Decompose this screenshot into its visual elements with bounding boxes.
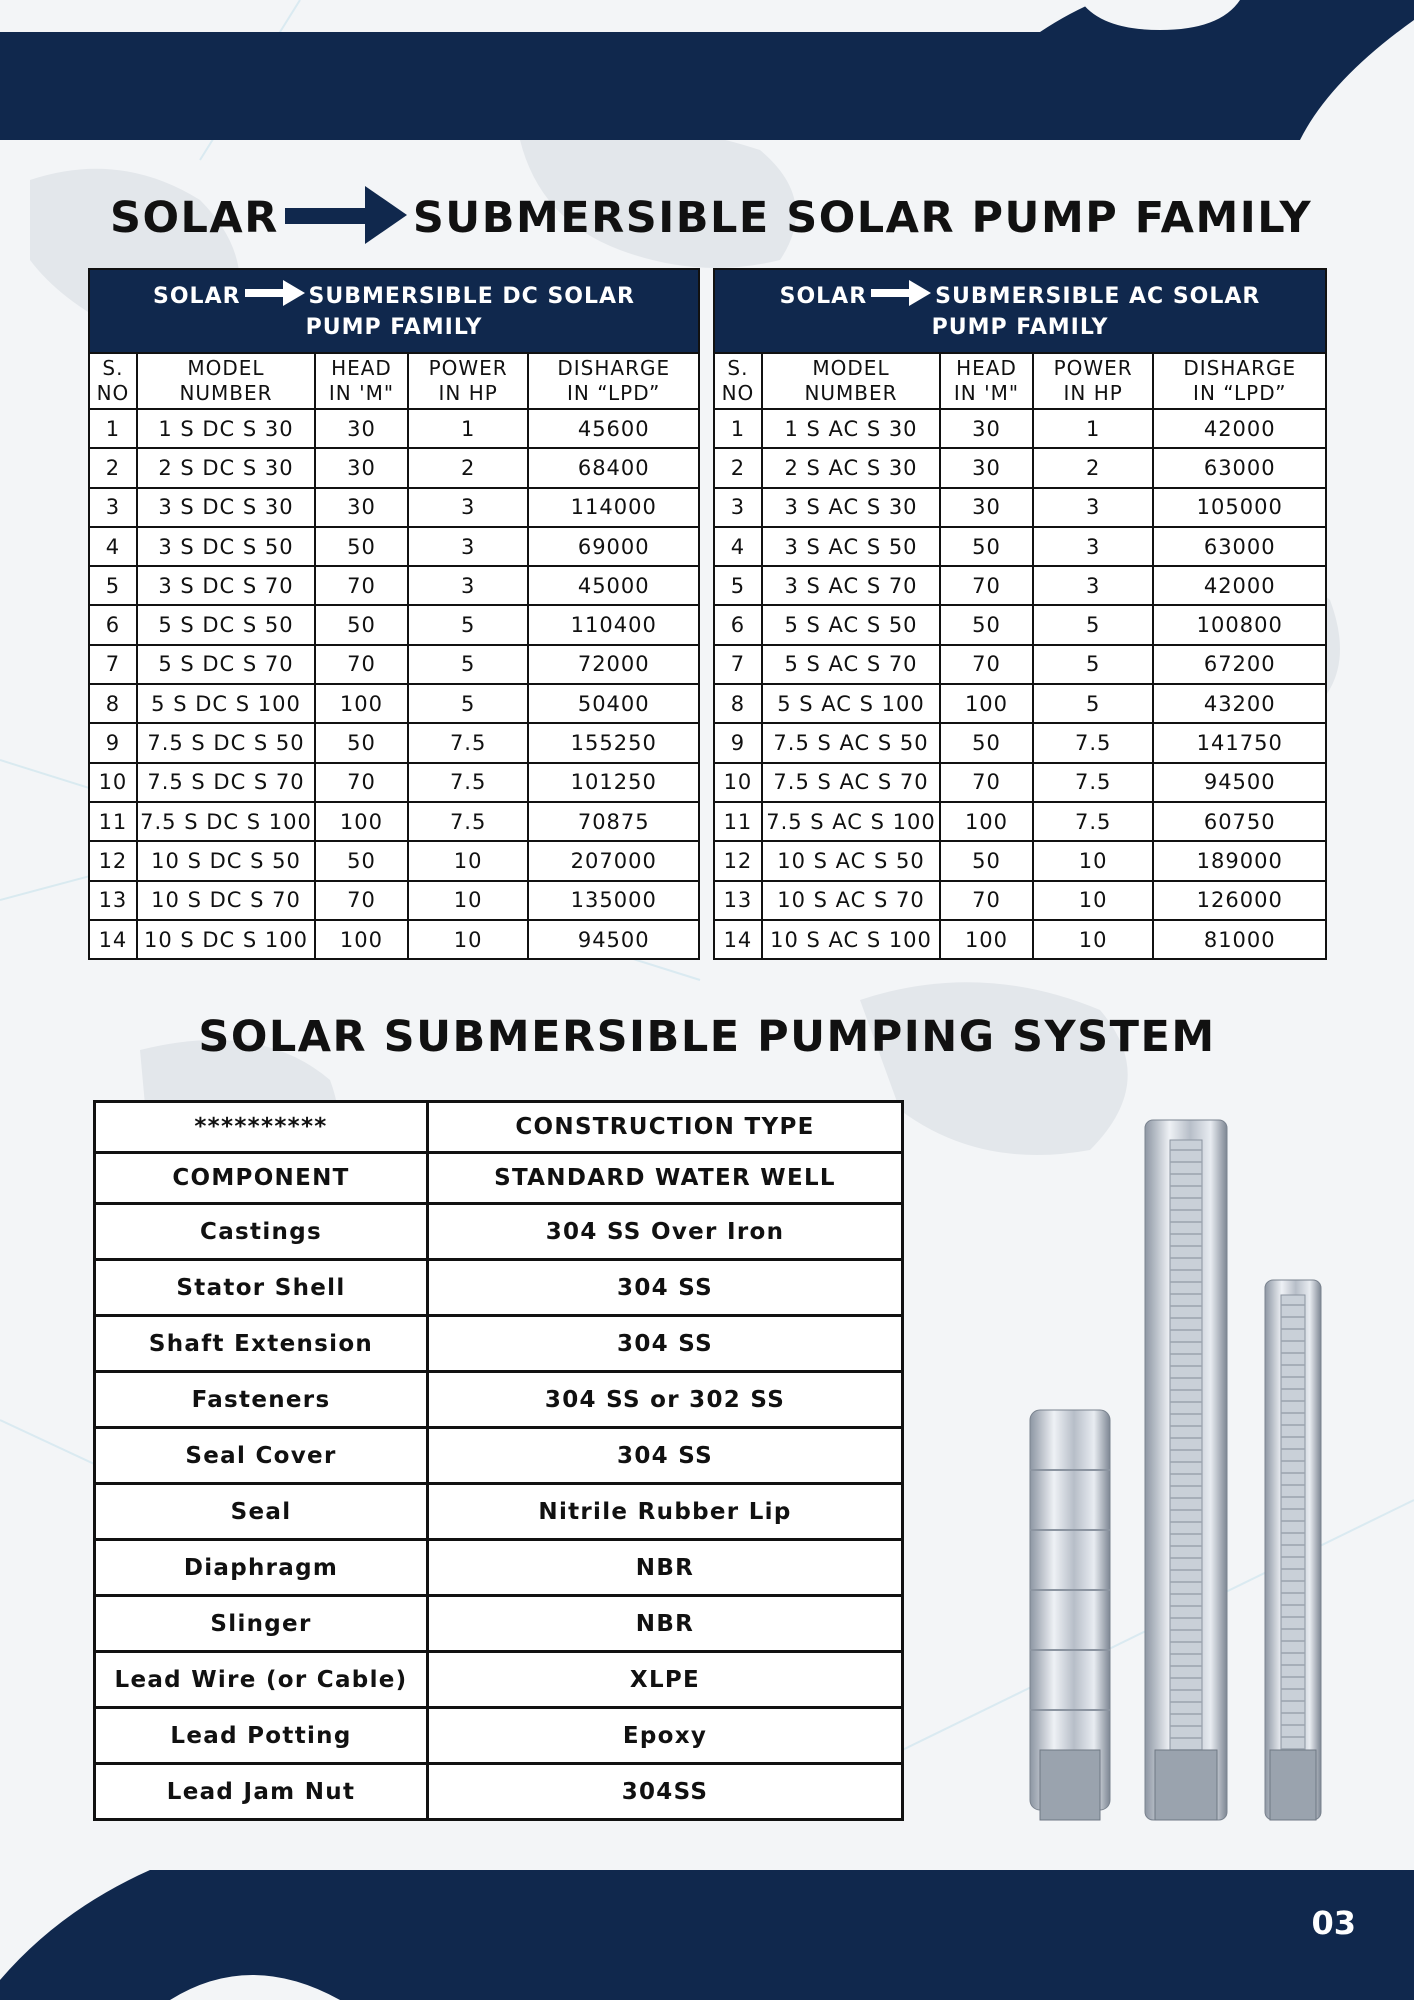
table-cell: 101250 <box>528 763 699 802</box>
spec-row <box>95 1708 903 1764</box>
right-arrow-icon <box>245 280 305 314</box>
table-cell: 3 S AC S 30 <box>762 488 940 527</box>
table-cell: 5 S AC S 50 <box>762 605 940 644</box>
table-cell: 7.5 <box>1033 802 1154 841</box>
table-cell: 100 <box>315 684 408 723</box>
table-cell: 100 <box>315 802 408 841</box>
table-cell: 10 S DC S 70 <box>137 881 315 920</box>
table-cell: 70 <box>940 763 1033 802</box>
table-cell: 7.5 <box>408 802 529 841</box>
spec-component: Stator Shell <box>95 1260 428 1316</box>
table-cell: 30 <box>315 488 408 527</box>
spec-component: Seal <box>95 1484 428 1540</box>
spec-row <box>95 1316 903 1372</box>
table-cell: 2 <box>714 448 762 487</box>
pump-product-image <box>1020 1110 1340 1830</box>
table-cell: 45600 <box>528 409 699 448</box>
table-cell: 50 <box>940 605 1033 644</box>
spec-value: 304 SS or 302 SS <box>428 1372 903 1428</box>
table-row <box>714 448 1326 487</box>
table-cell: 63000 <box>1153 527 1326 566</box>
table-cell: 100 <box>940 684 1033 723</box>
table-cell: 72000 <box>528 645 699 684</box>
table-cell: 12 <box>89 841 137 880</box>
table-cell: 100 <box>940 920 1033 959</box>
table-cell: 3 S AC S 70 <box>762 566 940 605</box>
table-cell: 30 <box>315 409 408 448</box>
table-cell: 50 <box>315 723 408 762</box>
table-cell: 3 <box>89 488 137 527</box>
table-cell: 5 S AC S 100 <box>762 684 940 723</box>
table-cell: 189000 <box>1153 841 1326 880</box>
table-cell: 12 <box>714 841 762 880</box>
table-row <box>89 409 699 448</box>
table-cell: 105000 <box>1153 488 1326 527</box>
table-cell: 94500 <box>528 920 699 959</box>
table-cell: 60750 <box>1153 802 1326 841</box>
table-cell: 5 <box>1033 605 1154 644</box>
table-cell: 7.5 <box>1033 763 1154 802</box>
table-cell: 110400 <box>528 605 699 644</box>
column-header: S. NO <box>714 353 762 409</box>
table-cell: 3 <box>714 488 762 527</box>
table-cell: 30 <box>940 448 1033 487</box>
table-cell: 70 <box>315 763 408 802</box>
table-cell: 100800 <box>1153 605 1326 644</box>
table-cell: 4 <box>714 527 762 566</box>
table-cell: 100 <box>940 802 1033 841</box>
table-row <box>714 566 1326 605</box>
dc-column-headers <box>89 353 699 409</box>
table-row <box>714 684 1326 723</box>
table-cell: 7.5 <box>408 763 529 802</box>
table-cell: 7.5 <box>1033 723 1154 762</box>
spec-component: Fasteners <box>95 1372 428 1428</box>
ac-header-solar: SOLAR <box>779 284 868 309</box>
spec-row <box>95 1102 903 1153</box>
table-cell: 5 <box>1033 645 1154 684</box>
right-arrow-icon <box>871 280 931 314</box>
table-cell: 30 <box>315 448 408 487</box>
column-header: MODEL NUMBER <box>137 353 315 409</box>
dc-table-header <box>89 269 699 353</box>
spec-value: 304 SS Over Iron <box>428 1204 903 1260</box>
table-row <box>89 566 699 605</box>
table-cell: 114000 <box>528 488 699 527</box>
table-cell: 70875 <box>528 802 699 841</box>
spec-component: Castings <box>95 1204 428 1260</box>
table-cell: 42000 <box>1153 409 1326 448</box>
spec-row <box>95 1652 903 1708</box>
table-row <box>714 920 1326 959</box>
spec-component: Lead Potting <box>95 1708 428 1764</box>
table-cell: 3 <box>1033 527 1154 566</box>
table-row <box>89 802 699 841</box>
column-header: S. NO <box>89 353 137 409</box>
table-cell: 1 <box>89 409 137 448</box>
table-cell: 70 <box>315 566 408 605</box>
spec-value: CONSTRUCTION TYPE <box>428 1102 903 1153</box>
table-cell: 1 <box>408 409 529 448</box>
table-cell: 3 <box>408 488 529 527</box>
table-cell: 7 <box>89 645 137 684</box>
table-cell: 13 <box>714 881 762 920</box>
spec-row <box>95 1372 903 1428</box>
column-header: DISHARGE IN “LPD” <box>528 353 699 409</box>
spec-value: NBR <box>428 1540 903 1596</box>
table-cell: 70 <box>940 566 1033 605</box>
spec-component: Lead Jam Nut <box>95 1764 428 1820</box>
table-cell: 155250 <box>528 723 699 762</box>
ac-header-title-line1: SUBMERSIBLE AC SOLAR <box>935 284 1261 309</box>
table-cell: 1 <box>1033 409 1154 448</box>
table-row <box>89 881 699 920</box>
spec-component: Diaphragm <box>95 1540 428 1596</box>
table-cell: 50 <box>940 527 1033 566</box>
table-cell: 10 <box>408 881 529 920</box>
column-header: POWER IN HP <box>408 353 529 409</box>
table-cell: 13 <box>89 881 137 920</box>
table-cell: 1 <box>714 409 762 448</box>
spec-row <box>95 1260 903 1316</box>
table-row <box>714 409 1326 448</box>
table-cell: 10 S AC S 50 <box>762 841 940 880</box>
table-row <box>89 527 699 566</box>
table-cell: 7.5 S DC S 100 <box>137 802 315 841</box>
dc-header-solar: SOLAR <box>153 284 241 309</box>
table-cell: 5 S DC S 50 <box>137 605 315 644</box>
bottom-footer-band <box>0 1870 1414 2000</box>
table-cell: 3 S DC S 50 <box>137 527 315 566</box>
spec-value: XLPE <box>428 1652 903 1708</box>
table-row <box>714 488 1326 527</box>
table-cell: 30 <box>940 409 1033 448</box>
table-row <box>89 920 699 959</box>
spec-component: COMPONENT <box>95 1153 428 1204</box>
table-cell: 7.5 S AC S 70 <box>762 763 940 802</box>
table-cell: 2 S AC S 30 <box>762 448 940 487</box>
table-cell: 1 S DC S 30 <box>137 409 315 448</box>
table-cell: 7.5 S AC S 50 <box>762 723 940 762</box>
table-cell: 3 <box>1033 488 1154 527</box>
table-cell: 2 <box>89 448 137 487</box>
ac-table-header <box>714 269 1326 353</box>
spec-row <box>95 1204 903 1260</box>
table-cell: 5 <box>408 605 529 644</box>
ac-pump-table <box>713 268 1327 960</box>
spec-row <box>95 1764 903 1820</box>
table-cell: 9 <box>714 723 762 762</box>
table-cell: 7 <box>714 645 762 684</box>
table-cell: 94500 <box>1153 763 1326 802</box>
table-cell: 50 <box>315 527 408 566</box>
spec-value: 304 SS <box>428 1260 903 1316</box>
table-cell: 5 <box>408 684 529 723</box>
table-cell: 68400 <box>528 448 699 487</box>
table-cell: 5 <box>1033 684 1154 723</box>
table-cell: 3 S DC S 30 <box>137 488 315 527</box>
spec-value: Nitrile Rubber Lip <box>428 1484 903 1540</box>
spec-value: 304 SS <box>428 1428 903 1484</box>
table-cell: 50 <box>940 841 1033 880</box>
table-row <box>714 645 1326 684</box>
table-cell: 50400 <box>528 684 699 723</box>
table-cell: 11 <box>89 802 137 841</box>
table-cell: 50 <box>315 605 408 644</box>
table-cell: 11 <box>714 802 762 841</box>
table-row <box>89 605 699 644</box>
right-arrow-icon <box>285 186 407 255</box>
spec-component: Lead Wire (or Cable) <box>95 1652 428 1708</box>
table-cell: 8 <box>89 684 137 723</box>
table-cell: 8 <box>714 684 762 723</box>
page-title-right: SUBMERSIBLE SOLAR PUMP FAMILY <box>412 193 1313 243</box>
table-cell: 43200 <box>1153 684 1326 723</box>
table-cell: 70 <box>315 645 408 684</box>
table-cell: 135000 <box>528 881 699 920</box>
ac-column-headers <box>714 353 1326 409</box>
table-cell: 141750 <box>1153 723 1326 762</box>
page-title-left: SOLAR <box>110 193 279 243</box>
column-header: POWER IN HP <box>1033 353 1154 409</box>
spec-value: STANDARD WATER WELL <box>428 1153 903 1204</box>
table-cell: 50 <box>940 723 1033 762</box>
spec-component: Seal Cover <box>95 1428 428 1484</box>
table-cell: 2 <box>1033 448 1154 487</box>
table-cell: 10 <box>89 763 137 802</box>
dc-header-title-line2: PUMP FAMILY <box>305 315 483 340</box>
table-row <box>714 605 1326 644</box>
table-cell: 7.5 <box>408 723 529 762</box>
table-cell: 10 <box>408 920 529 959</box>
table-cell: 3 <box>408 566 529 605</box>
table-cell: 10 <box>408 841 529 880</box>
construction-spec-table <box>93 1100 904 1821</box>
column-header: DISHARGE IN “LPD” <box>1153 353 1326 409</box>
spec-row <box>95 1428 903 1484</box>
page-title <box>110 186 1312 255</box>
spec-row <box>95 1540 903 1596</box>
table-cell: 10 S DC S 50 <box>137 841 315 880</box>
table-cell: 5 S DC S 70 <box>137 645 315 684</box>
dc-header-title-line1: SUBMERSIBLE DC SOLAR <box>308 284 635 309</box>
table-cell: 7.5 S AC S 100 <box>762 802 940 841</box>
table-row <box>714 881 1326 920</box>
table-cell: 81000 <box>1153 920 1326 959</box>
table-cell: 126000 <box>1153 881 1326 920</box>
table-row <box>714 763 1326 802</box>
table-cell: 5 S AC S 70 <box>762 645 940 684</box>
table-cell: 3 S AC S 50 <box>762 527 940 566</box>
table-cell: 6 <box>89 605 137 644</box>
table-row <box>89 763 699 802</box>
table-row <box>89 645 699 684</box>
page-number: 03 <box>1311 1904 1356 1942</box>
table-cell: 7.5 S DC S 50 <box>137 723 315 762</box>
column-header: MODEL NUMBER <box>762 353 940 409</box>
top-header-band <box>0 0 1414 145</box>
column-header: HEAD IN 'M" <box>940 353 1033 409</box>
table-cell: 50 <box>315 841 408 880</box>
table-cell: 42000 <box>1153 566 1326 605</box>
table-cell: 3 <box>1033 566 1154 605</box>
table-cell: 10 <box>1033 881 1154 920</box>
spec-row <box>95 1153 903 1204</box>
ac-header-title-line2: PUMP FAMILY <box>931 315 1109 340</box>
table-row <box>714 841 1326 880</box>
dc-pump-table <box>88 268 700 960</box>
spec-value: 304 SS <box>428 1316 903 1372</box>
column-header: HEAD IN 'M" <box>315 353 408 409</box>
table-cell: 6 <box>714 605 762 644</box>
spec-component: Shaft Extension <box>95 1316 428 1372</box>
table-cell: 2 S DC S 30 <box>137 448 315 487</box>
table-cell: 70 <box>315 881 408 920</box>
table-row <box>89 488 699 527</box>
table-cell: 63000 <box>1153 448 1326 487</box>
spec-row <box>95 1484 903 1540</box>
section-title: SOLAR SUBMERSIBLE PUMPING SYSTEM <box>198 1012 1216 1062</box>
table-row <box>89 448 699 487</box>
table-cell: 30 <box>940 488 1033 527</box>
table-row <box>89 723 699 762</box>
spec-value: Epoxy <box>428 1708 903 1764</box>
spec-component: Slinger <box>95 1596 428 1652</box>
table-cell: 10 S AC S 100 <box>762 920 940 959</box>
table-cell: 100 <box>315 920 408 959</box>
table-row <box>89 841 699 880</box>
table-cell: 7.5 S DC S 70 <box>137 763 315 802</box>
spec-value: NBR <box>428 1596 903 1652</box>
table-cell: 10 S AC S 70 <box>762 881 940 920</box>
table-cell: 10 S DC S 100 <box>137 920 315 959</box>
table-cell: 3 S DC S 70 <box>137 566 315 605</box>
spec-row <box>95 1596 903 1652</box>
table-cell: 45000 <box>528 566 699 605</box>
table-cell: 3 <box>408 527 529 566</box>
table-row <box>714 723 1326 762</box>
spec-component: ********** <box>95 1102 428 1153</box>
table-row <box>714 802 1326 841</box>
table-cell: 5 <box>89 566 137 605</box>
table-cell: 10 <box>1033 920 1154 959</box>
table-cell: 2 <box>408 448 529 487</box>
table-cell: 70 <box>940 881 1033 920</box>
table-cell: 5 S DC S 100 <box>137 684 315 723</box>
table-cell: 9 <box>89 723 137 762</box>
spec-value: 304SS <box>428 1764 903 1820</box>
table-cell: 10 <box>714 763 762 802</box>
table-cell: 69000 <box>528 527 699 566</box>
table-cell: 4 <box>89 527 137 566</box>
table-cell: 14 <box>89 920 137 959</box>
table-cell: 14 <box>714 920 762 959</box>
table-cell: 5 <box>714 566 762 605</box>
table-cell: 1 S AC S 30 <box>762 409 940 448</box>
table-cell: 70 <box>940 645 1033 684</box>
table-row <box>89 684 699 723</box>
table-cell: 67200 <box>1153 645 1326 684</box>
table-row <box>714 527 1326 566</box>
table-cell: 207000 <box>528 841 699 880</box>
table-cell: 10 <box>1033 841 1154 880</box>
table-cell: 5 <box>408 645 529 684</box>
